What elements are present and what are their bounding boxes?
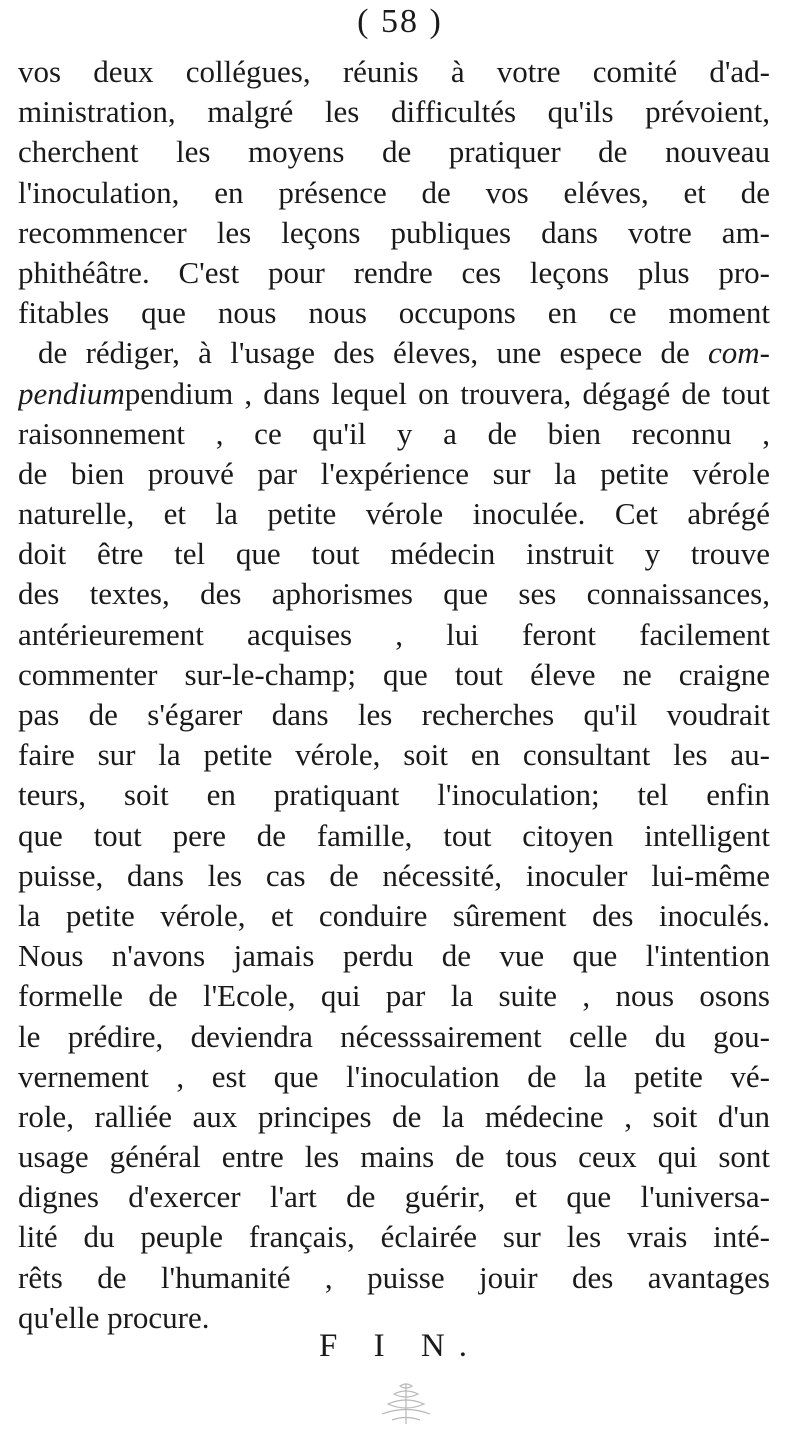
text-line: phithéâtre. C'est pour rendre ces leçons plus pro-: [18, 254, 770, 290]
text-segment: de rédiger, à l'usage des éleves, une espece de: [38, 335, 690, 371]
text-line: dignes d'exercer l'art de guérir, et que l'universa-: [18, 1179, 770, 1215]
text-line: [18, 333, 770, 373]
text-line: rêts de l'humanité , puisse jouir des avantages: [18, 1259, 770, 1295]
body-text: [18, 52, 770, 1338]
text-line: teurs, soit en pratiquant l'inoculation; tel enfin: [18, 777, 770, 813]
text-line: de bien prouvé par l'expérience sur la petite vérole: [18, 455, 770, 491]
text-line: naturelle, et la petite vérole inoculée. Cet abrégé: [18, 496, 770, 532]
text-line: fitables que nous nous occupons en ce moment: [18, 295, 770, 331]
text-line: le prédire, deviendra nécesssairement celle du gou-: [18, 1018, 770, 1054]
text-line: role, ralliée aux principes de la médecine , soit d'un: [18, 1098, 770, 1134]
text-line: que tout pere de famille, tout citoyen intelligent: [18, 817, 770, 853]
text-line: vernement , est que l'inoculation de la petite vé-: [18, 1058, 770, 1094]
text-line: la petite vérole, et conduire sûrement des inoculés.: [18, 897, 770, 933]
text-line: commenter sur-le-champ; que tout éleve ne craigne: [18, 656, 770, 692]
text-line: ministration, malgré les difficultés qu'ils prévoient,: [18, 94, 770, 130]
text-line: puisse, dans les cas de nécessité, inoculer lui-même: [18, 857, 770, 893]
italic-word: com-: [708, 335, 770, 371]
end-mark: F I N.: [319, 1328, 481, 1364]
page-number: ( 58 ): [357, 3, 443, 40]
text-line: l'inoculation, en présence de vos eléves, et de: [18, 174, 770, 210]
text-line: des textes, des aphorismes que ses connaissances,: [18, 576, 770, 612]
printer-ornament-icon: [370, 1380, 442, 1426]
text-line: raisonnement , ce qu'il y a de bien reconnu ,: [18, 415, 770, 451]
text-line: pas de s'égarer dans les recherches qu'il voudrait: [18, 697, 770, 732]
text-line: formelle de l'Ecole, qui par la suite , nous osons: [18, 978, 770, 1014]
text-segment: pendium , dans lequel on trouvera, dégagé de tout: [124, 375, 770, 411]
text-line: [18, 374, 770, 414]
text-line: faire sur la petite vérole, soit en consultant les au-: [18, 737, 770, 773]
text-line: qu'elle procure.: [18, 1299, 210, 1335]
text-line: Nous n'avons jamais perdu de vue que l'intention: [18, 938, 770, 974]
text-line: lité du peuple français, éclairée sur les vrais inté-: [18, 1219, 770, 1255]
text-line: recommencer les leçons publiques dans votre am-: [18, 214, 770, 250]
text-line: doit être tel que tout médecin instruit y trouve: [18, 536, 770, 572]
text-line: usage général entre les mains de tous ceux qui sont: [18, 1139, 770, 1175]
text-line: vos deux collégues, réunis à votre comité d'ad-: [18, 54, 770, 89]
italic-word: pendium: [18, 375, 125, 411]
text-line: cherchent les moyens de pratiquer de nouveau: [18, 134, 770, 170]
text-line: antérieurement acquises , lui feront facilement: [18, 616, 770, 652]
